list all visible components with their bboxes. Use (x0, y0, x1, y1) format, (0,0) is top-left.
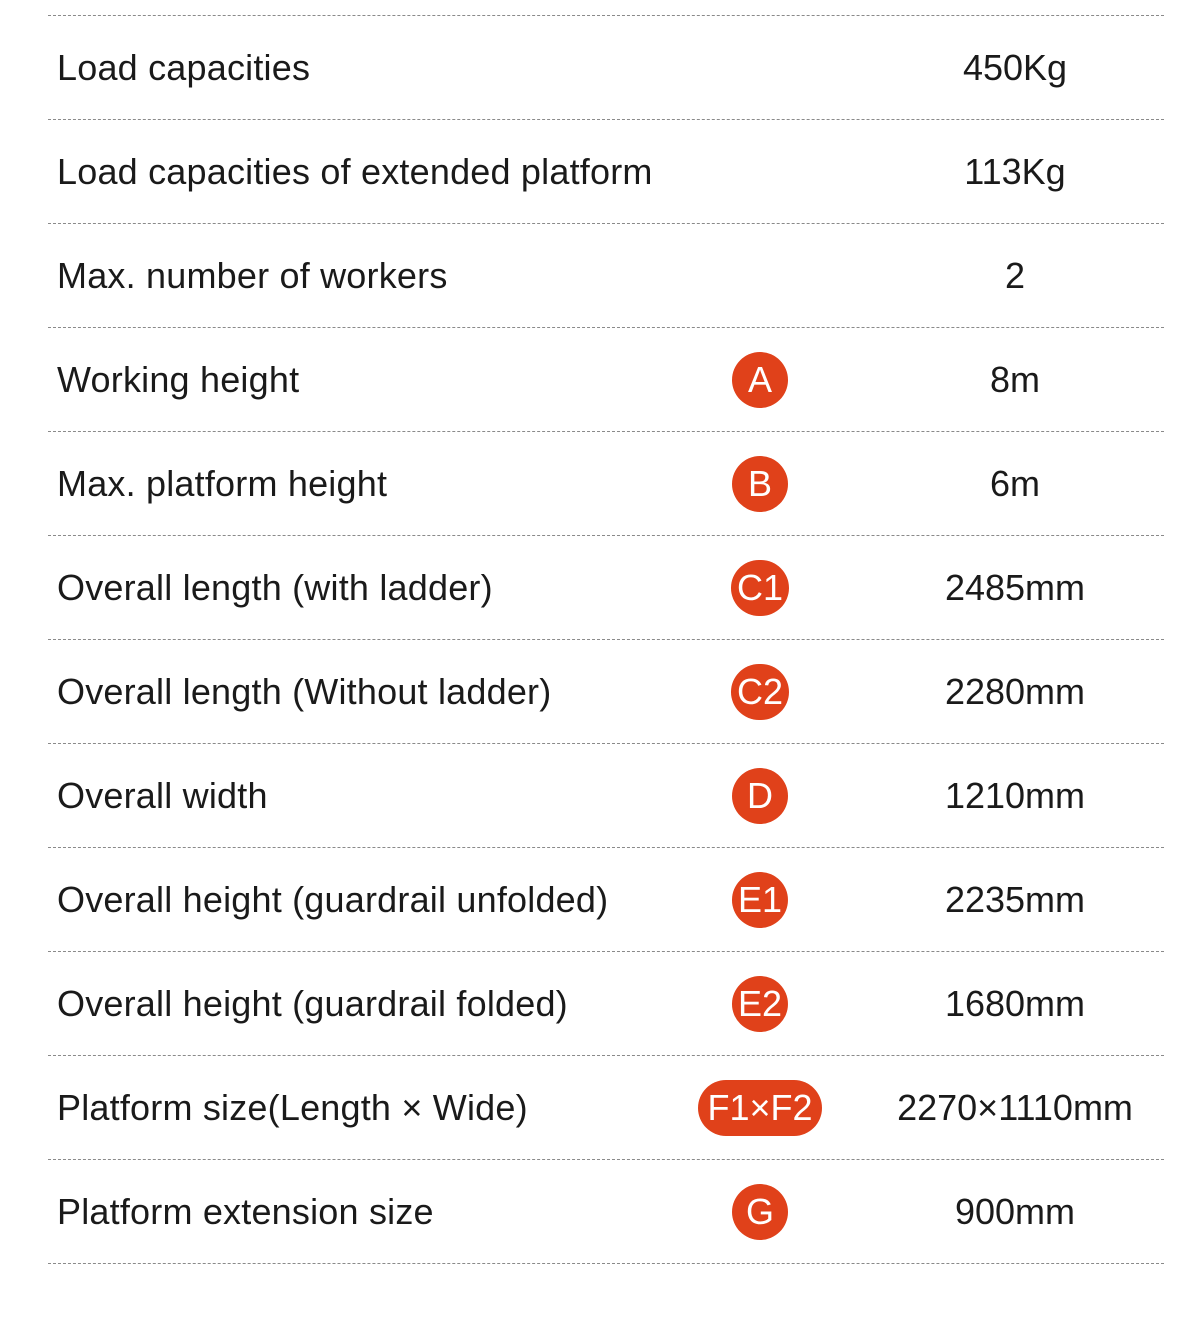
dimension-badge: E1 (732, 872, 788, 928)
dimension-badge: E2 (732, 976, 788, 1032)
spec-value: 2485mm (944, 566, 1086, 608)
spec-row-extended-platform-capacity (48, 120, 1164, 224)
spec-table (48, 15, 1164, 1264)
spec-row-platform-size (48, 1056, 1164, 1160)
spec-row-working-height (48, 328, 1164, 432)
spec-row-length-without-ladder (48, 640, 1164, 744)
spec-value: 1680mm (944, 982, 1086, 1024)
spec-label: Load capacities of extended platform (57, 150, 653, 192)
spec-value: 1210mm (944, 774, 1086, 816)
spec-row-height-unfolded (48, 848, 1164, 952)
spec-label: Load capacities (57, 46, 311, 88)
spec-value: 2270×1110mm (897, 1086, 1133, 1128)
spec-label: Platform extension size (57, 1190, 434, 1232)
spec-label: Overall height (guardrail unfolded) (57, 878, 609, 920)
spec-label: Max. platform height (57, 462, 388, 504)
spec-label: Overall length (Without ladder) (57, 670, 552, 712)
spec-row-max-platform-height (48, 432, 1164, 536)
spec-label: Working height (57, 358, 300, 400)
spec-row-overall-width (48, 744, 1164, 848)
dimension-badge: C1 (731, 560, 789, 616)
spec-row-extension-size (48, 1160, 1164, 1264)
dimension-badge: F1×F2 (698, 1080, 822, 1136)
dimension-badge: D (732, 768, 788, 824)
spec-value: 2280mm (944, 670, 1086, 712)
spec-value: 900mm (954, 1190, 1076, 1232)
spec-value: 2 (1004, 254, 1026, 296)
spec-value: 2235mm (944, 878, 1086, 920)
spec-value: 113Kg (964, 150, 1066, 192)
spec-label: Overall length (with ladder) (57, 566, 493, 608)
spec-value: 450Kg (962, 46, 1068, 88)
dimension-badge: B (732, 456, 788, 512)
spec-value: 8m (989, 358, 1041, 400)
spec-row-height-folded (48, 952, 1164, 1056)
spec-value: 6m (989, 462, 1041, 504)
spec-row-max-workers (48, 224, 1164, 328)
spec-label: Platform size(Length × Wide) (57, 1086, 528, 1128)
spec-row-length-with-ladder (48, 536, 1164, 640)
spec-row-load-capacities (48, 16, 1164, 120)
spec-label: Max. number of workers (57, 254, 448, 296)
dimension-badge: G (732, 1184, 788, 1240)
spec-label: Overall width (57, 774, 268, 816)
spec-label: Overall height (guardrail folded) (57, 982, 568, 1024)
dimension-badge: A (732, 352, 788, 408)
dimension-badge: C2 (731, 664, 789, 720)
